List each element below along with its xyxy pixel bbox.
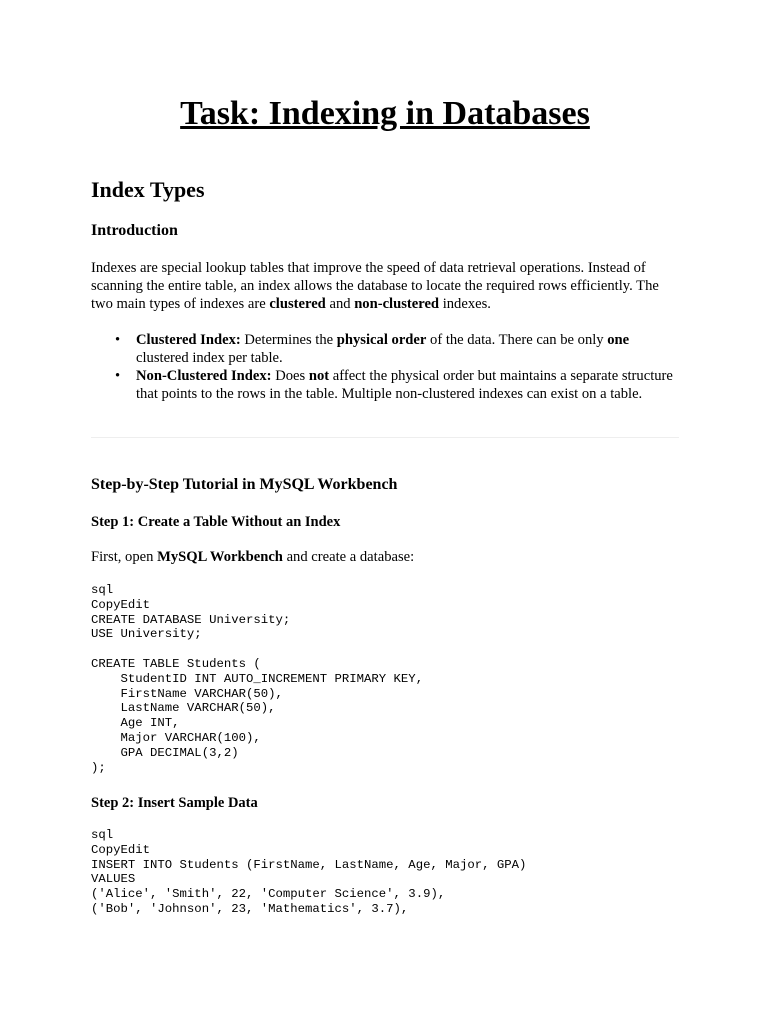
index-types-list [91, 331, 679, 403]
document-title: Task: Indexing in Databases [180, 95, 590, 132]
introduction-paragraph [91, 259, 679, 313]
bullet-text: Determines the [240, 332, 337, 348]
list-item-non-clustered-index [91, 367, 679, 403]
tutorial-heading: Step-by-Step Tutorial in MySQL Workbench [91, 476, 398, 493]
bullet-text: Does [271, 368, 309, 384]
bullet-icon: • [115, 368, 121, 384]
step1-bold-workbench: MySQL Workbench [157, 549, 283, 565]
step2-heading: Step 2: Insert Sample Data [91, 795, 258, 811]
step1-heading: Step 1: Create a Table Without an Index [91, 514, 341, 530]
horizontal-divider [91, 437, 679, 438]
bullet-bold-text: not [308, 368, 330, 384]
intro-text-2: and [325, 296, 355, 312]
step2-code-block: sql CopyEdit INSERT INTO Students (FirstName, LastName, Age, Major, GPA) VALUES ('Alice', 'Smith', 22, 'Computer Science', 3.9), ('Bob', 'Johnson', 23, 'Mathematics', 3.7), [91, 828, 527, 916]
step1-text: and create a database: [282, 549, 415, 565]
bullet-label: Non-Clustered Index: [136, 368, 272, 384]
intro-bold-clustered: clustered [269, 296, 326, 312]
section-heading-index-types: Index Types [91, 177, 205, 202]
intro-bold-non-clustered: non-clustered [354, 296, 440, 312]
bullet-text: clustered index per table. [136, 350, 283, 366]
step1-code-block: sql CopyEdit CREATE DATABASE University; USE University; CREATE TABLE Students ( StudentID INT AUTO_INCREMENT PRIMARY KEY, FirstName VARCHAR(50), LastName VARCHAR(50), Age INT, Major VARCHAR(100), GPA DECIMAL(3,2) ); [91, 583, 424, 775]
intro-text-3: indexes. [439, 296, 491, 312]
bullet-bold-text: one [607, 332, 630, 348]
introduction-heading: Introduction [91, 222, 178, 239]
bullet-icon: • [115, 332, 121, 348]
bullet-text: of the data. There can be only [426, 332, 608, 348]
intro-text-1: Indexes are special lookup tables that improve the speed of data retrieval operations. Instead of scanning the entire table, an index allows the database to locate the required rows efficiently. The two main types of indexes are [91, 260, 659, 312]
step1-text: First, open [91, 549, 158, 565]
list-item-clustered-index [91, 331, 679, 367]
bullet-label: Clustered Index: [136, 332, 241, 348]
bullet-text: affect the physical order but maintains a separate structure that points to the rows in the table. Multiple non-clustered indexes can exist on a table. [136, 368, 673, 402]
bullet-bold-text: physical order [336, 332, 427, 348]
step1-paragraph [91, 548, 679, 566]
